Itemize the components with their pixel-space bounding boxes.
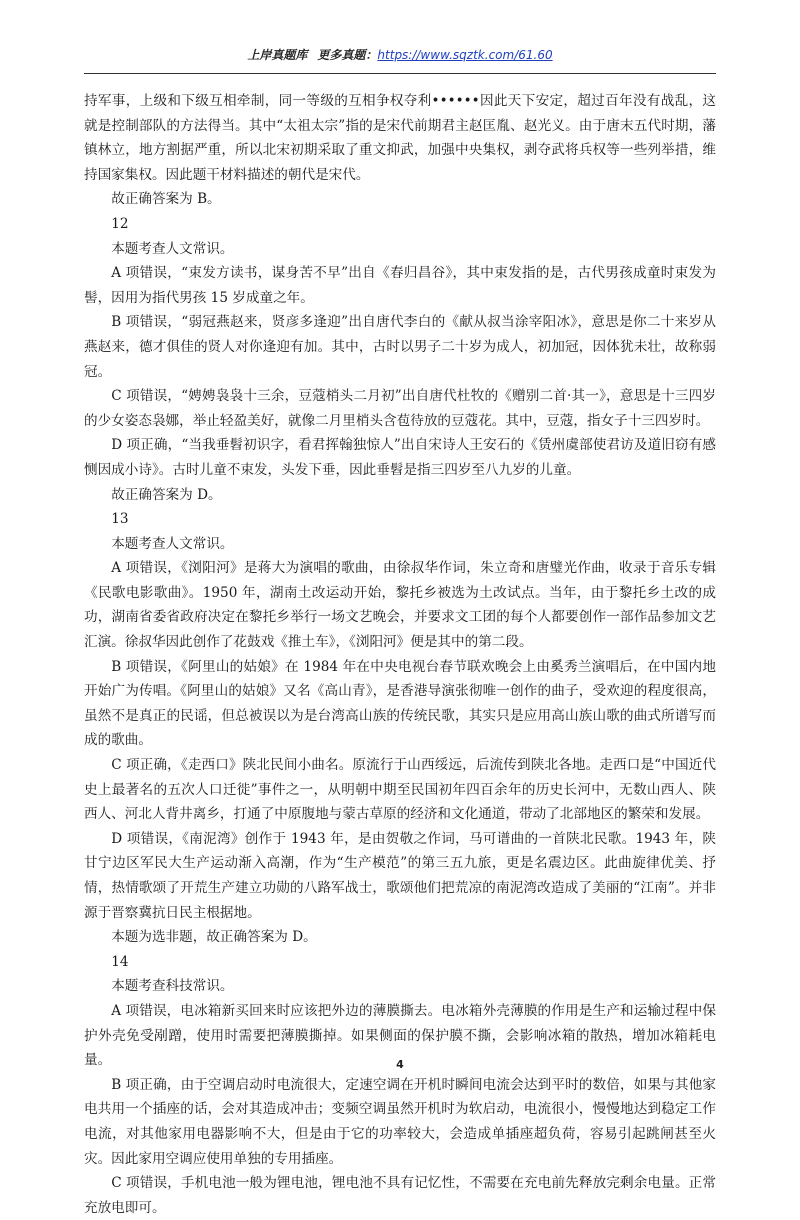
option-paragraph: C 项错误，“娉娉袅袅十三余，豆蔻梢头二月初”出自唐代杜牧的《赠别二首·其一》，意思是十三四岁的少女姿态袅娜，举止轻盈美好，就像二月里梢头含苞待放的豆蔻花。其中，豆蔻，指女子十三四岁时。 <box>84 388 716 429</box>
topic-line: 本题考查科技常识。 <box>111 978 234 995</box>
question-number: 14 <box>111 953 129 970</box>
option-paragraph: C 项错误，手机电池一般为锂电池，锂电池不具有记忆性，不需要在充电前先释放完剩余电量。正常充放电即可。 <box>84 1175 716 1216</box>
option-paragraph: D 项正确，“当我垂髫初识字，看君挥翰独惊人”出自宋诗人王安石的《赁州虞部使君访及道旧窃有感恻因成小诗》。古时儿童不束发，头发下垂，因此垂髫是指三四岁至八九岁的儿童。 <box>84 437 716 478</box>
option-paragraph: A 项错误，电冰箱新买回来时应该把外边的薄膜撕去。电冰箱外壳薄膜的作用是生产和运输过程中保护外壳免受剐蹭，使用时需要把薄膜撕掉。如果侧面的保护膜不撕，会影响冰箱的散热，增加冰箱耗电量。 <box>84 1002 716 1069</box>
option-paragraph: D 项错误，《南泥湾》创作于 1943 年，是由贺敬之作词，马可谱曲的一首陕北民歌。1943 年，陕甘宁边区军民大生产运动渐入高潮，作为“生产模范”的第三五九旅，更是名震边区。此曲旋律优美、抒情，热情歌颂了开荒生产建立功勋的八路军战士，歌颂他们把荒凉的南泥湾改造成了美丽的“江南”。并非源于晋察冀抗日民主根据地。 <box>84 830 716 921</box>
document-body <box>84 89 716 1220</box>
question-number: 12 <box>111 215 129 232</box>
paragraph: 持军事，上级和下级互相牵制，同一等级的互相争权夺利••••••因此天下安定，超过百年没有战乱，这就是控制部队的方法得当。其中“太祖太宗”指的是宋代前期君主赵匡胤、赵光义。由于唐末五代时期，藩镇林立，地方割据严重，所以北宋初期采取了重文抑武，加强中央集权，剥夺武将兵权等一些列举措，维持国家集权。因此题干材料描述的朝代是宋代。 <box>84 93 716 183</box>
page-header <box>0 46 800 63</box>
answer-line: 本题为选非题，故正确答案为 D。 <box>111 929 317 946</box>
more-label: 更多真题： <box>317 48 378 62</box>
option-paragraph: C 项正确，《走西口》陕北民间小曲名。原流行于山西绥远，后流传到陕北各地。走西口是“中国近代史上最著名的五次人口迁徙”事件之一，从明朝中期至民国初年四百余年的历史长河中，无数山西人、陕西人、河北人背井离乡，打通了中原腹地与蒙古草原的经济和文化通道，带动了北部地区的繁荣和发展。 <box>84 757 716 823</box>
answer-line: 故正确答案为 D。 <box>111 486 222 503</box>
topic-line: 本题考查人文常识。 <box>111 535 234 552</box>
topic-line: 本题考查人文常识。 <box>111 240 234 257</box>
answer-line: 故正确答案为 B。 <box>111 191 221 208</box>
site-name: 上岸真题库 <box>247 48 308 62</box>
option-paragraph: B 项错误，“弱冠燕赵来，贤彦多逢迎”出自唐代李白的《献从叔当涂宰阳冰》，意思是你二十来岁从燕赵来，德才俱佳的贤人对你逢迎有加。其中，古时以男子二十岁为成人，初加冠，因体犹未壮，故称弱冠。 <box>84 314 716 380</box>
header-divider <box>84 73 716 74</box>
page-number: 4 <box>396 1058 404 1071</box>
header-url-link[interactable]: https://www.sqztk.com/61.60 <box>377 48 553 62</box>
option-paragraph: B 项正确，由于空调启动时电流很大，定速空调在开机时瞬间电流会达到平时的数倍，如果与其他家电共用一个插座的话，会对其造成冲击；变频空调虽然开机时为软启动，电流很小，慢慢地达到稳定工作电流，对其他家用电器影响不大，但是由于它的功率较大，会造成单插座超负荷，容易引起跳闸甚至火灾。因此家用空调应使用单独的专用插座。 <box>84 1076 716 1167</box>
option-paragraph: A 项错误，《浏阳河》是蒋大为演唱的歌曲，由徐叔华作词，朱立奇和唐璧光作曲，收录于音乐专辑《民歌电影歌曲》。1950 年，湖南土改运动开始，黎托乡被选为土改试点。当年，由于黎托乡土改的成功，湖南省委省政府决定在黎托乡举行一场文艺晚会，并要求文工团的每个人都要创作一部作品参加文艺汇演。徐叔华因此创作了花鼓戏《推土车》，《浏阳河》便是其中的第二段。 <box>84 560 716 651</box>
option-paragraph: A 项错误，“束发方读书，谋身苦不早”出自《春归昌谷》，其中束发指的是，古代男孩成童时束发为髻，因用为指代男孩 15 岁成童之年。 <box>84 265 716 306</box>
option-paragraph: B 项错误，《阿里山的姑娘》在 1984 年在中央电视台春节联欢晚会上由奚秀兰演唱后，在中国内地开始广为传唱。《阿里山的姑娘》又名《高山青》，是香港导演张彻唯一创作的曲子，受欢迎的程度很高，虽然不是真正的民谣，但总被误以为是台湾高山族的传统民歌，其实只是应用高山族山歌的曲式所谱写而成的歌曲。 <box>84 658 716 749</box>
question-number: 13 <box>111 511 129 528</box>
